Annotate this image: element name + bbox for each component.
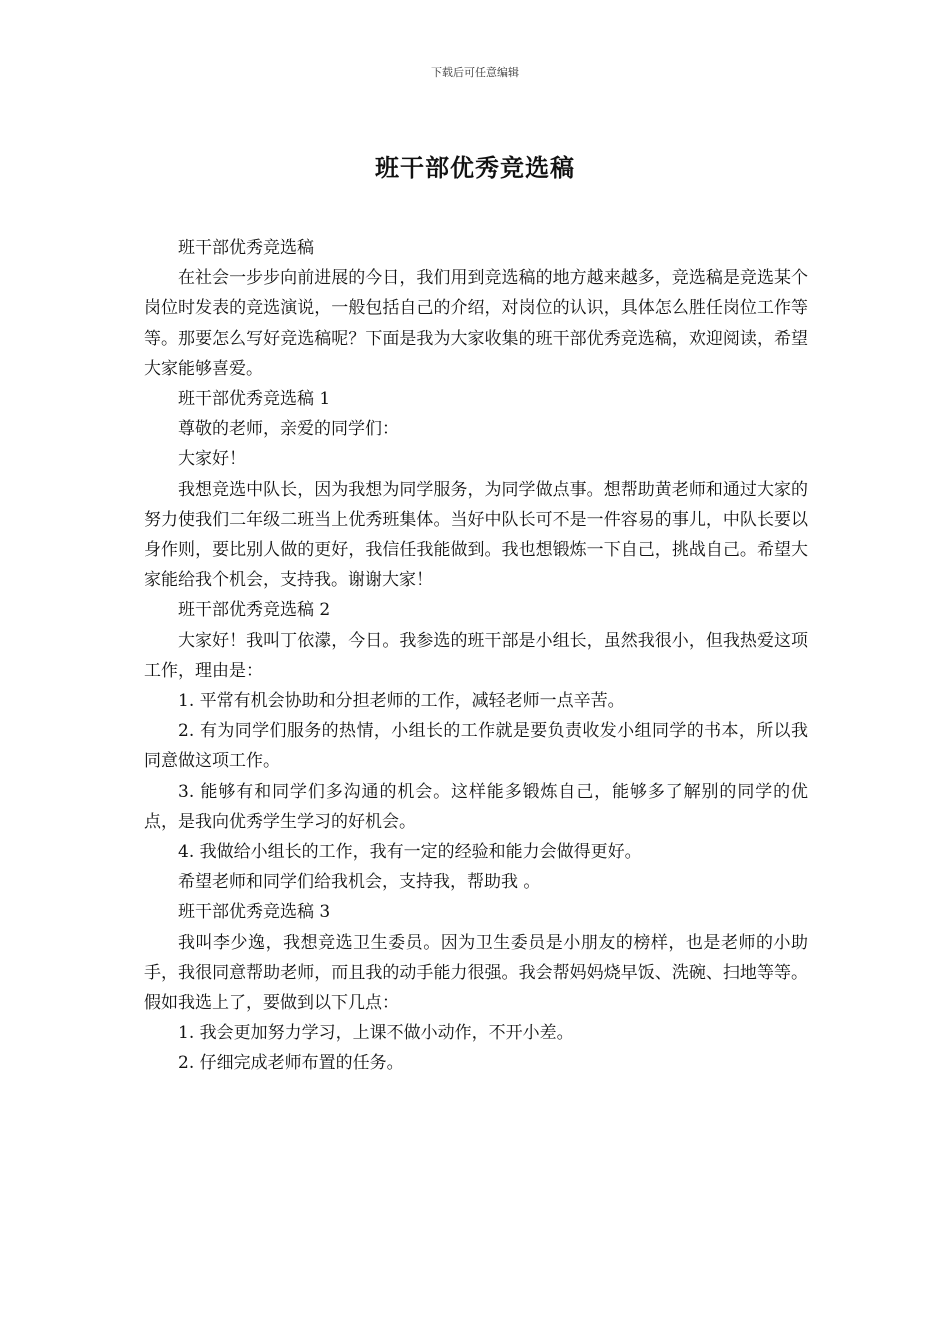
section-heading-3: 班干部优秀竞选稿 3 [178, 902, 331, 923]
header-note: 下载后可任意编辑 [431, 66, 519, 79]
list-item-3-1: 1. 我会更加努力学习，上课不做小动作，不开小差。 [178, 1023, 574, 1044]
paragraph-subtitle: 班干部优秀竞选稿 [178, 238, 314, 258]
paragraph-speech-3: 我叫李少逸，我想竞选卫生委员。因为卫生委员是小朋友的榜样，也是老师的小助手，我很同意帮助老师，而且我的动手能力很强。我会帮妈妈烧早饭、洗碗、扫地等等。假如我选上了，要做到以下几点： [144, 932, 808, 1014]
paragraph-greeting: 大家好！ [178, 449, 246, 470]
paragraph-speech-2: 大家好！我叫丁依濛，今日。我参选的班干部是小组长，虽然我很小，但我热爱这项工作，理由是： [144, 630, 808, 681]
list-item-2-1: 1. 平常有机会协助和分担老师的工作，减轻老师一点辛苦。 [178, 691, 625, 712]
list-item-2-2: 2. 有为同学们服务的热情，小组长的工作就是要负责收发小组同学的书本，所以我同意做这项工作。 [144, 721, 808, 772]
paragraph-intro: 在社会一步步向前进展的今日，我们用到竞选稿的地方越来越多，竞选稿是竞选某个岗位时发表的竞选演说，一般包括自己的介绍，对岗位的认识，具体怎么胜任岗位工作等等。那要怎么写好竞选稿呢？下面是我为大家收集的班干部优秀竞选稿，欢迎阅读，希望大家能够喜爱。 [144, 268, 808, 379]
paragraph-closing-2: 希望老师和同学们给我机会，支持我，帮助我 。 [178, 872, 541, 893]
paragraph-salutation: 尊敬的老师，亲爱的同学们： [178, 419, 399, 440]
document-body [144, 233, 808, 1079]
list-item-2-4: 4. 我做给小组长的工作，我有一定的经验和能力会做得更好。 [178, 842, 642, 863]
list-item-2-3: 3. 能够有和同学们多沟通的机会。这样能多锻炼自己，能够多了解别的同学的优点，是我向优秀学生学习的好机会。 [144, 781, 808, 832]
section-heading-2: 班干部优秀竞选稿 2 [178, 600, 331, 621]
section-heading-1: 班干部优秀竞选稿 1 [178, 389, 331, 410]
list-item-3-2: 2. 仔细完成老师布置的任务。 [178, 1053, 404, 1074]
document-title: 班干部优秀竞选稿 [375, 153, 575, 182]
paragraph-speech-1: 我想竞选中队长，因为我想为同学服务，为同学做点事。想帮助黄老师和通过大家的努力使我们二年级二班当上优秀班集体。当好中队长可不是一件容易的事儿，中队长要以身作则，要比别人做的更好，我信任我能做到。我也想锻炼一下自己，挑战自己。希望大家能给我个机会，支持我。谢谢大家！ [144, 479, 808, 591]
